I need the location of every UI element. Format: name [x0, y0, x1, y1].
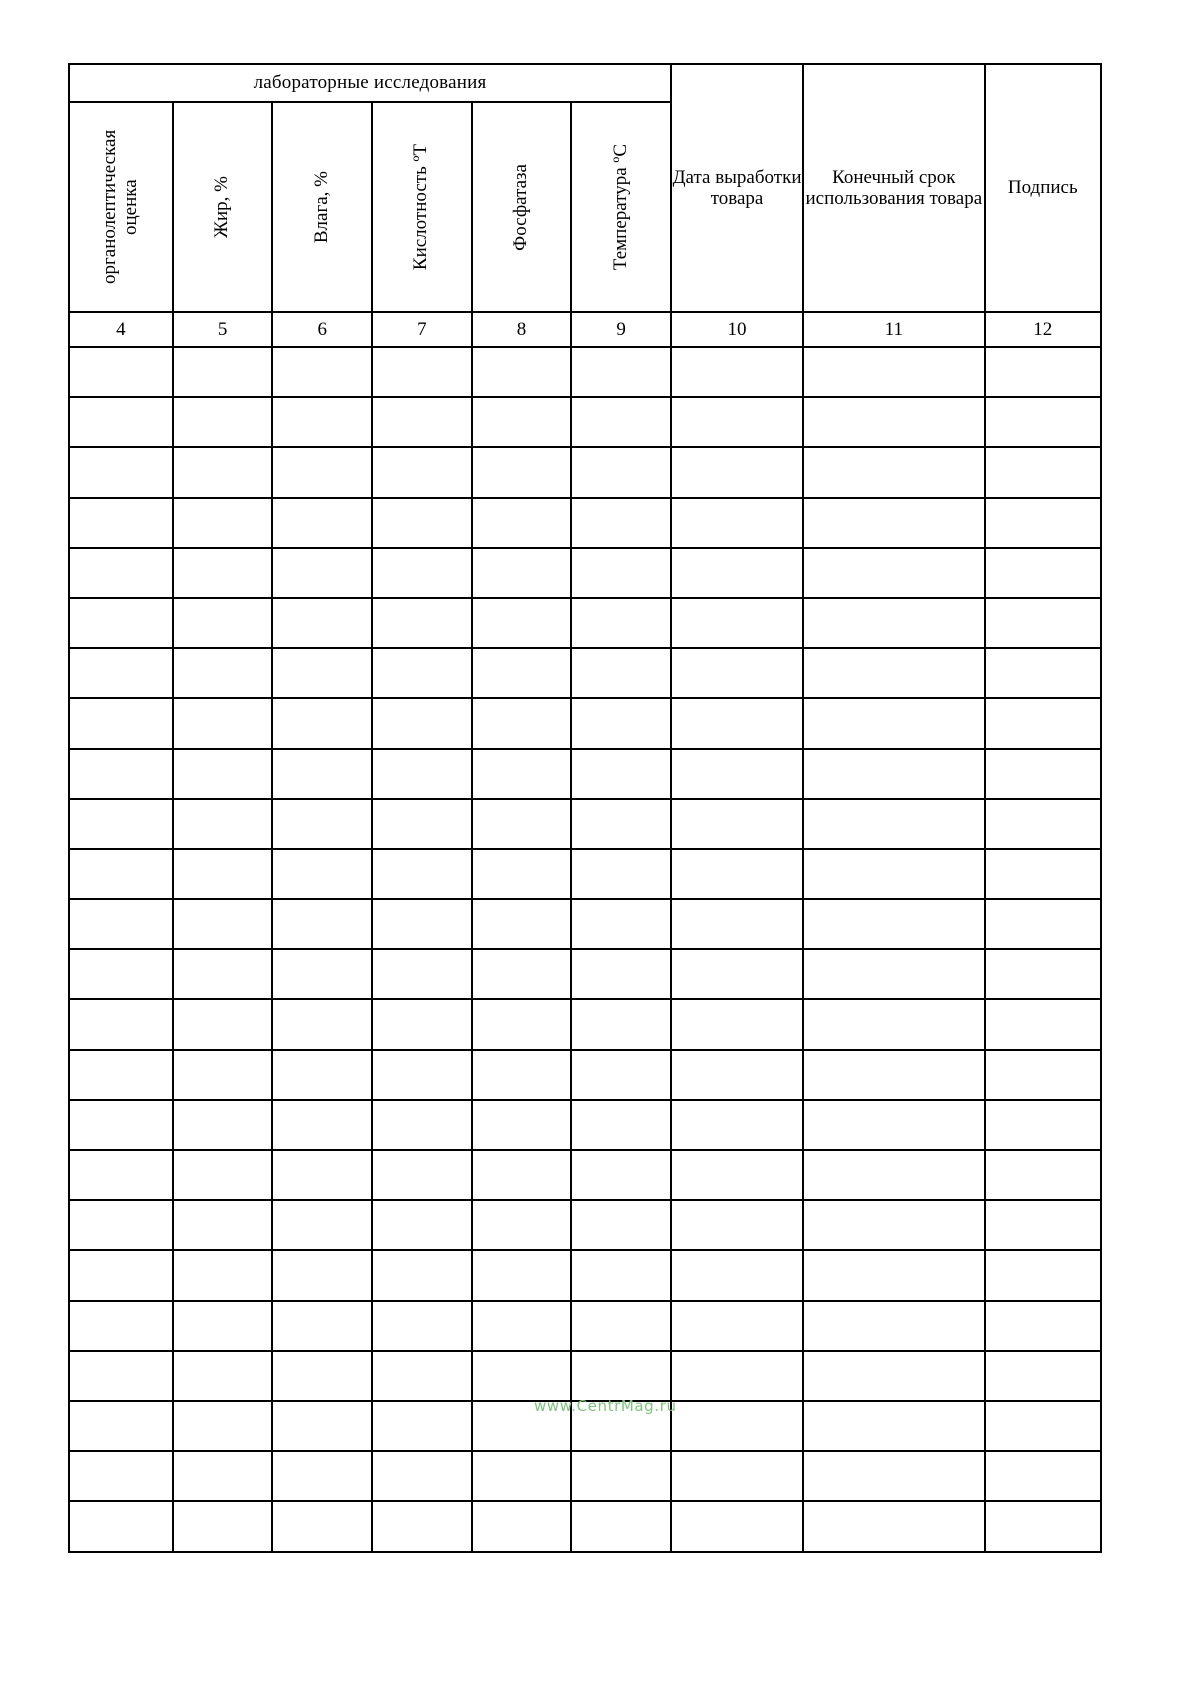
- table-cell[interactable]: [571, 1501, 671, 1551]
- table-row[interactable]: [69, 999, 1101, 1049]
- table-cell[interactable]: [272, 498, 372, 548]
- table-cell[interactable]: [671, 749, 803, 799]
- table-cell[interactable]: [985, 749, 1101, 799]
- table-cell[interactable]: [472, 1451, 572, 1501]
- table-cell[interactable]: [571, 397, 671, 447]
- table-cell[interactable]: [985, 1451, 1101, 1501]
- table-cell[interactable]: [69, 698, 173, 748]
- table-row[interactable]: [69, 1501, 1101, 1551]
- column-header-moisture: [272, 102, 372, 312]
- table-cell[interactable]: [69, 1451, 173, 1501]
- table-cell[interactable]: [671, 1200, 803, 1250]
- table-cell[interactable]: [985, 1501, 1101, 1551]
- table-cell[interactable]: [173, 1451, 273, 1501]
- table-cell[interactable]: [803, 949, 984, 999]
- table-cell[interactable]: [571, 1401, 671, 1451]
- table-cell[interactable]: [803, 1250, 984, 1300]
- table-cell[interactable]: [69, 949, 173, 999]
- table-row[interactable]: [69, 1200, 1101, 1250]
- column-header-phosphatase: [472, 102, 572, 312]
- table-cell[interactable]: [571, 999, 671, 1049]
- column-number-9: 9: [571, 312, 671, 347]
- table-row[interactable]: [69, 698, 1101, 748]
- table-cell[interactable]: [985, 949, 1101, 999]
- table-cell[interactable]: [173, 598, 273, 648]
- table-cell[interactable]: [173, 548, 273, 598]
- table-cell[interactable]: [472, 1301, 572, 1351]
- table-cell[interactable]: [985, 498, 1101, 548]
- table-cell[interactable]: [372, 1451, 472, 1501]
- table-cell[interactable]: [571, 1200, 671, 1250]
- table-cell[interactable]: [272, 1200, 372, 1250]
- table-cell[interactable]: [69, 1100, 173, 1150]
- table-cell[interactable]: [372, 1301, 472, 1351]
- table-cell[interactable]: [472, 749, 572, 799]
- table-cell[interactable]: [272, 397, 372, 447]
- table-cell[interactable]: [69, 749, 173, 799]
- column-header-fat: [173, 102, 273, 312]
- table-cell[interactable]: [69, 849, 173, 899]
- table-cell[interactable]: [571, 598, 671, 648]
- table-row[interactable]: [69, 1301, 1101, 1351]
- table-cell[interactable]: [571, 1301, 671, 1351]
- table-cell[interactable]: [372, 347, 472, 397]
- table-row[interactable]: [69, 1100, 1101, 1150]
- column-header-organoleptic-label: органолептическая оценка: [99, 129, 141, 285]
- table-cell[interactable]: [69, 648, 173, 698]
- table-cell[interactable]: [272, 1501, 372, 1551]
- table-cell[interactable]: [571, 849, 671, 899]
- column-header-organoleptic: [69, 102, 173, 312]
- table-cell[interactable]: [571, 749, 671, 799]
- table-cell[interactable]: [472, 1100, 572, 1150]
- table-cell[interactable]: [571, 1250, 671, 1300]
- table-cell[interactable]: [69, 1401, 173, 1451]
- table-cell[interactable]: [173, 1401, 273, 1451]
- table-cell[interactable]: [671, 1150, 803, 1200]
- table-row[interactable]: [69, 1351, 1101, 1401]
- table-cell[interactable]: [173, 1100, 273, 1150]
- table-row[interactable]: [69, 1401, 1101, 1451]
- table-cell[interactable]: [69, 899, 173, 949]
- table-cell[interactable]: [372, 1150, 472, 1200]
- table-cell[interactable]: [803, 1401, 984, 1451]
- table-cell[interactable]: [472, 447, 572, 497]
- table-cell[interactable]: [803, 1451, 984, 1501]
- table-cell[interactable]: [372, 548, 472, 598]
- table-cell[interactable]: [272, 849, 372, 899]
- table-cell[interactable]: [985, 1351, 1101, 1401]
- table-row[interactable]: [69, 899, 1101, 949]
- table-cell[interactable]: [372, 799, 472, 849]
- table-cell[interactable]: [173, 999, 273, 1049]
- column-header-phosphatase-label: Фосфатаза: [510, 163, 532, 251]
- column-number-6: 6: [272, 312, 372, 347]
- table-cell[interactable]: [272, 1100, 372, 1150]
- table-cell[interactable]: [571, 1050, 671, 1100]
- table-cell[interactable]: [472, 1150, 572, 1200]
- table-cell[interactable]: [671, 1301, 803, 1351]
- table-cell[interactable]: [69, 1150, 173, 1200]
- table-row[interactable]: [69, 1451, 1101, 1501]
- table-cell[interactable]: [671, 949, 803, 999]
- column-header-temperature-label: Температура ºС: [609, 143, 631, 271]
- table-cell[interactable]: [272, 648, 372, 698]
- table-cell[interactable]: [803, 1050, 984, 1100]
- column-header-acidity: [372, 102, 472, 312]
- table-cell[interactable]: [671, 1250, 803, 1300]
- table-cell[interactable]: [985, 598, 1101, 648]
- table-cell[interactable]: [472, 949, 572, 999]
- table-cell[interactable]: [272, 447, 372, 497]
- table-row[interactable]: [69, 1050, 1101, 1100]
- table-cell[interactable]: [803, 799, 984, 849]
- table-cell[interactable]: [173, 899, 273, 949]
- table-cell[interactable]: [985, 799, 1101, 849]
- table-cell[interactable]: [372, 498, 472, 548]
- table-cell[interactable]: [372, 1050, 472, 1100]
- table-cell[interactable]: [671, 1451, 803, 1501]
- table-cell[interactable]: [372, 749, 472, 799]
- table-cell[interactable]: [372, 698, 472, 748]
- table-row[interactable]: [69, 1250, 1101, 1300]
- table-cell[interactable]: [272, 1301, 372, 1351]
- table-cell[interactable]: [272, 799, 372, 849]
- table-cell[interactable]: [671, 1050, 803, 1100]
- table-row[interactable]: [69, 849, 1101, 899]
- table-cell[interactable]: [671, 498, 803, 548]
- table-cell[interactable]: [671, 1401, 803, 1451]
- table-cell[interactable]: [671, 1501, 803, 1551]
- table-cell[interactable]: [803, 598, 984, 648]
- table-cell[interactable]: [272, 949, 372, 999]
- table-cell[interactable]: [372, 999, 472, 1049]
- group-header-lab-research: лабораторные исследования: [69, 64, 671, 102]
- table-cell[interactable]: [472, 999, 572, 1049]
- table-cell[interactable]: [69, 1501, 173, 1551]
- table-row[interactable]: [69, 347, 1101, 397]
- table-cell[interactable]: [671, 1100, 803, 1150]
- table-cell[interactable]: [173, 749, 273, 799]
- table-cell[interactable]: [571, 347, 671, 397]
- column-number-11: 11: [803, 312, 984, 347]
- table-cell[interactable]: [173, 347, 273, 397]
- table-row[interactable]: [69, 749, 1101, 799]
- table-cell[interactable]: [173, 1301, 273, 1351]
- column-number-5: 5: [173, 312, 273, 347]
- table-cell[interactable]: [985, 1050, 1101, 1100]
- table-cell[interactable]: [472, 1501, 572, 1551]
- table-cell[interactable]: [69, 347, 173, 397]
- column-number-10: 10: [671, 312, 803, 347]
- table-cell[interactable]: [272, 1451, 372, 1501]
- table-cell[interactable]: [671, 598, 803, 648]
- table-cell[interactable]: [472, 648, 572, 698]
- table-row[interactable]: [69, 1150, 1101, 1200]
- table-cell[interactable]: [571, 1451, 671, 1501]
- table-cell[interactable]: [69, 397, 173, 447]
- table-cell[interactable]: [272, 698, 372, 748]
- table-cell[interactable]: [69, 999, 173, 1049]
- table-cell[interactable]: [803, 1150, 984, 1200]
- column-header-final-use-date: Конечный срок использования товара: [803, 64, 984, 312]
- table-cell[interactable]: [472, 849, 572, 899]
- table-cell[interactable]: [571, 447, 671, 497]
- table-cell[interactable]: [173, 1351, 273, 1401]
- table-cell[interactable]: [272, 1401, 372, 1451]
- table-cell[interactable]: [173, 1200, 273, 1250]
- table-cell[interactable]: [803, 1100, 984, 1150]
- table-cell[interactable]: [173, 1050, 273, 1100]
- table-cell[interactable]: [571, 1100, 671, 1150]
- table-cell[interactable]: [69, 1050, 173, 1100]
- table-cell[interactable]: [372, 1100, 472, 1150]
- column-header-signature: Подпись: [985, 64, 1101, 312]
- table-cell[interactable]: [571, 698, 671, 748]
- table-cell[interactable]: [472, 899, 572, 949]
- table-cell[interactable]: [571, 949, 671, 999]
- table-cell[interactable]: [472, 1401, 572, 1451]
- table-cell[interactable]: [372, 1250, 472, 1300]
- column-header-fat-label: Жир, %: [211, 175, 233, 239]
- table-cell[interactable]: [173, 397, 273, 447]
- table-cell[interactable]: [985, 1150, 1101, 1200]
- table-cell[interactable]: [272, 1351, 372, 1401]
- table-cell[interactable]: [372, 1200, 472, 1250]
- form-table-container: [68, 63, 1102, 1511]
- table-cell[interactable]: [803, 347, 984, 397]
- table-cell[interactable]: [472, 548, 572, 598]
- table-cell[interactable]: [571, 899, 671, 949]
- table-cell[interactable]: [472, 1250, 572, 1300]
- table-cell[interactable]: [173, 447, 273, 497]
- table-cell[interactable]: [173, 698, 273, 748]
- table-cell[interactable]: [69, 598, 173, 648]
- table-cell[interactable]: [272, 347, 372, 397]
- table-row[interactable]: [69, 799, 1101, 849]
- table-cell[interactable]: [803, 548, 984, 598]
- table-cell[interactable]: [571, 1150, 671, 1200]
- table-cell[interactable]: [372, 899, 472, 949]
- table-cell[interactable]: [472, 1050, 572, 1100]
- table-cell[interactable]: [985, 648, 1101, 698]
- table-cell[interactable]: [472, 1351, 572, 1401]
- table-cell[interactable]: [372, 949, 472, 999]
- table-cell[interactable]: [803, 749, 984, 799]
- table-cell[interactable]: [69, 548, 173, 598]
- table-cell[interactable]: [69, 1250, 173, 1300]
- table-cell[interactable]: [985, 347, 1101, 397]
- table-cell[interactable]: [571, 498, 671, 548]
- table-cell[interactable]: [372, 849, 472, 899]
- table-cell[interactable]: [803, 447, 984, 497]
- journal-table: [68, 63, 1102, 1553]
- table-cell[interactable]: [803, 1301, 984, 1351]
- table-row[interactable]: [69, 397, 1101, 447]
- group-header-row: [69, 64, 1101, 102]
- table-cell[interactable]: [985, 397, 1101, 447]
- table-cell[interactable]: [69, 447, 173, 497]
- table-cell[interactable]: [671, 447, 803, 497]
- table-cell[interactable]: [985, 899, 1101, 949]
- table-cell[interactable]: [671, 799, 803, 849]
- table-cell[interactable]: [372, 447, 472, 497]
- table-cell[interactable]: [985, 1401, 1101, 1451]
- table-cell[interactable]: [69, 1351, 173, 1401]
- table-cell[interactable]: [803, 397, 984, 447]
- table-cell[interactable]: [671, 347, 803, 397]
- table-cell[interactable]: [69, 1301, 173, 1351]
- table-cell[interactable]: [173, 1501, 273, 1551]
- column-header-production-date: Дата выработки товара: [671, 64, 803, 312]
- column-header-temperature: [571, 102, 671, 312]
- table-cell[interactable]: [571, 799, 671, 849]
- watermark: www.CentrMag.ru: [534, 1397, 677, 1415]
- table-cell[interactable]: [671, 548, 803, 598]
- table-cell[interactable]: [372, 1351, 472, 1401]
- table-cell[interactable]: [985, 999, 1101, 1049]
- table-cell[interactable]: [173, 1250, 273, 1300]
- column-number-12: 12: [985, 312, 1101, 347]
- table-cell[interactable]: [985, 1250, 1101, 1300]
- table-cell[interactable]: [69, 1200, 173, 1250]
- table-cell[interactable]: [985, 698, 1101, 748]
- table-cell[interactable]: [173, 949, 273, 999]
- table-cell[interactable]: [803, 1200, 984, 1250]
- table-cell[interactable]: [472, 698, 572, 748]
- table-cell[interactable]: [985, 548, 1101, 598]
- table-cell[interactable]: [571, 1351, 671, 1401]
- table-cell[interactable]: [985, 849, 1101, 899]
- table-cell[interactable]: [173, 1150, 273, 1200]
- table-cell[interactable]: [803, 698, 984, 748]
- table-cell[interactable]: [372, 598, 472, 648]
- table-row[interactable]: [69, 447, 1101, 497]
- table-cell[interactable]: [272, 548, 372, 598]
- table-cell[interactable]: [803, 899, 984, 949]
- table-cell[interactable]: [272, 1250, 372, 1300]
- table-cell[interactable]: [985, 1301, 1101, 1351]
- table-cell[interactable]: [272, 1150, 372, 1200]
- table-cell[interactable]: [372, 648, 472, 698]
- table-cell[interactable]: [173, 648, 273, 698]
- column-number-7: 7: [372, 312, 472, 347]
- table-cell[interactable]: [173, 498, 273, 548]
- table-cell[interactable]: [69, 799, 173, 849]
- table-cell[interactable]: [671, 1351, 803, 1401]
- table-cell[interactable]: [985, 447, 1101, 497]
- table-cell[interactable]: [472, 397, 572, 447]
- table-cell[interactable]: [803, 999, 984, 1049]
- table-cell[interactable]: [372, 1501, 472, 1551]
- table-cell[interactable]: [671, 397, 803, 447]
- table-cell[interactable]: [671, 899, 803, 949]
- table-cell[interactable]: [985, 1100, 1101, 1150]
- table-cell[interactable]: [272, 899, 372, 949]
- table-cell[interactable]: [272, 598, 372, 648]
- table-cell[interactable]: [472, 498, 572, 548]
- data-rows-body: [69, 347, 1101, 1552]
- table-cell[interactable]: [272, 999, 372, 1049]
- table-row[interactable]: [69, 598, 1101, 648]
- table-cell[interactable]: [671, 648, 803, 698]
- table-cell[interactable]: [472, 347, 572, 397]
- table-cell[interactable]: [803, 498, 984, 548]
- column-number-row: [69, 312, 1101, 347]
- table-cell[interactable]: [671, 999, 803, 1049]
- table-cell[interactable]: [803, 648, 984, 698]
- table-cell[interactable]: [472, 1200, 572, 1250]
- table-row[interactable]: [69, 648, 1101, 698]
- table-cell[interactable]: [69, 498, 173, 548]
- table-row[interactable]: [69, 548, 1101, 598]
- table-cell[interactable]: [671, 698, 803, 748]
- table-cell[interactable]: [173, 849, 273, 899]
- table-cell[interactable]: [803, 1501, 984, 1551]
- table-cell[interactable]: [671, 849, 803, 899]
- table-cell[interactable]: [803, 1351, 984, 1401]
- table-row[interactable]: [69, 949, 1101, 999]
- column-number-4: 4: [69, 312, 173, 347]
- column-number-8: 8: [472, 312, 572, 347]
- table-cell[interactable]: [985, 1200, 1101, 1250]
- table-cell[interactable]: [803, 849, 984, 899]
- column-header-acidity-label: Кислотность ºТ: [410, 143, 432, 271]
- table-cell[interactable]: [372, 397, 472, 447]
- table-cell[interactable]: [472, 598, 572, 648]
- table-cell[interactable]: [372, 1401, 472, 1451]
- table-cell[interactable]: [472, 799, 572, 849]
- table-cell[interactable]: [571, 548, 671, 598]
- table-cell[interactable]: [272, 749, 372, 799]
- column-header-moisture-label: Влага, %: [310, 170, 332, 244]
- table-row[interactable]: [69, 498, 1101, 548]
- table-cell[interactable]: [571, 648, 671, 698]
- table-cell[interactable]: [173, 799, 273, 849]
- table-cell[interactable]: [272, 1050, 372, 1100]
